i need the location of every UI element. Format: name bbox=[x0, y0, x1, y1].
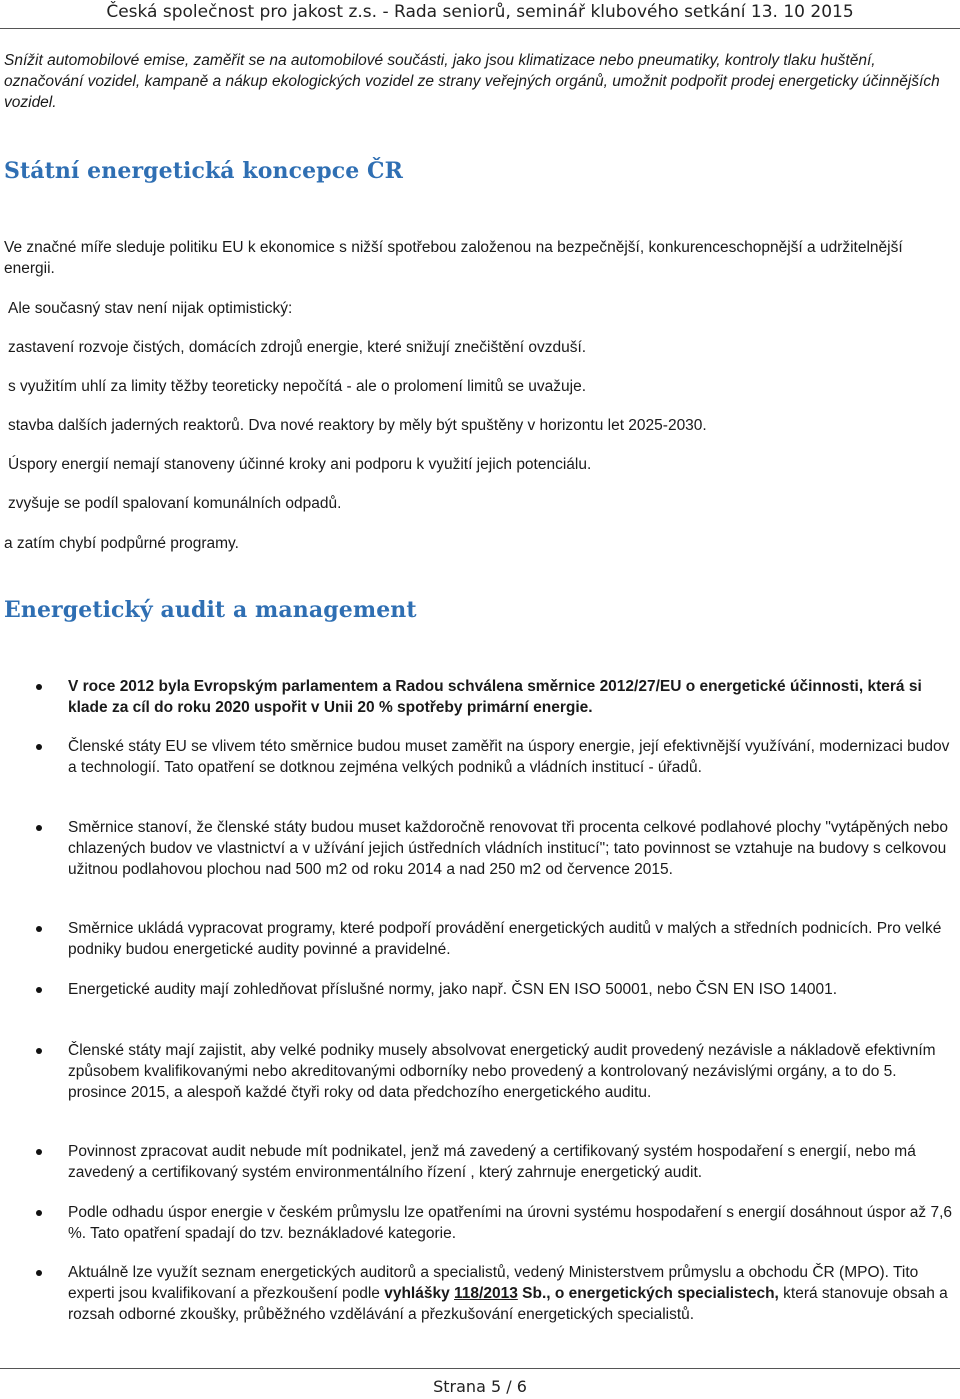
page-number: Strana 5 / 6 bbox=[433, 1377, 527, 1396]
bullet-icon bbox=[36, 1149, 42, 1155]
bullet-item-standards: Energetické audity mají zohledňovat příslušné normy, jako např. ČSN EN ISO 50001, nebo ČSN EN ISO 14001. bbox=[68, 981, 838, 998]
list-item: zvyšuje se podíl spalovaní komunálních odpadů. bbox=[8, 495, 342, 512]
footer-divider bbox=[0, 1368, 960, 1369]
bullet-text-part: Aktuálně lze využít seznam energetických auditorů a specialistů, vedený Ministerstvem průmyslu a obchodu ČR (MPO). Tito experti jsou kvalifikovaní a přezkoušení podle bbox=[68, 1264, 919, 1302]
bullet-item-audit-obligation: Členské státy mají zajistit, aby velké podniky musely absolvovat energetický audit provedený nezávisle a nákladově efektivním způsobem kvalifikovanými nebo akreditovanými odborníky nebo provedený a kontrolovaný nezávislými orgány, a to do 5. prosince 2015, a alespoň každé čtyři roky od data předchozího energetického auditu. bbox=[68, 1042, 936, 1101]
bullet-icon bbox=[36, 684, 42, 690]
decree-label: vyhlášky bbox=[384, 1285, 455, 1302]
list-item: s využitím uhlí za limity těžby teoreticky nepočítá - ale o prolomení limitů se uvažuje. bbox=[8, 378, 587, 395]
section1-paragraph: Ve značné míře sleduje politiku EU k ekonomice s nižší spotřebou založenou na bezpečnější, konkurenceschopnější a udržitelnější energii. bbox=[4, 239, 903, 277]
section-heading-state-energy-policy: Státní energetická koncepce ČR bbox=[4, 158, 404, 184]
list-item: stavba dalších jaderných reaktorů. Dva nové reaktory by měly být spuštěny v horizontu let 2025-2030. bbox=[8, 417, 707, 434]
bullet-item-programs: Směrnice ukládá vypracovat programy, které podpoří provádění energetických auditů v malých a středních podnicích. Pro velké podniky budou energetické audity povinné a pravidelné. bbox=[68, 920, 942, 958]
section1-intro-line: Ale současný stav není nijak optimistický: bbox=[8, 300, 293, 317]
header-divider bbox=[0, 28, 960, 29]
page-header: Česká společnost pro jakost z.s. - Rada seniorů, seminář klubového setkání 13. 10 2015 bbox=[106, 2, 854, 22]
section-heading-energy-audit: Energetický audit a management bbox=[4, 597, 417, 623]
decree-number-link[interactable]: 118/2013 bbox=[454, 1285, 518, 1302]
bullet-icon bbox=[36, 1270, 42, 1276]
bullet-icon bbox=[36, 825, 42, 831]
bullet-item-exemption: Povinnost zpracovat audit nebude mít podnikatel, jenž má zavedený a certifikovaný systém hospodaření s energií, nebo má zavedený a certifikovaný systém environmentálního řízení , který zahrnuje energetický audit. bbox=[68, 1143, 916, 1181]
bullet-item-directive: V roce 2012 byla Evropským parlamentem a Radou schválena směrnice 2012/27/EU o energetické účinnosti, která si klade za cíl do roku 2020 uspořit v Unii 20 % spotřeby primární energie. bbox=[68, 678, 922, 716]
bullet-item-member-states: Členské státy EU se vlivem této směrnice budou muset zaměřit na úspory energie, její efektivnější využívání, modernizaci budov a technologií. Tato opatření se dotknou zejména velkých podniků a vládních institucí - úřadů. bbox=[68, 738, 950, 776]
list-item: a zatím chybí podpůrné programy. bbox=[4, 535, 239, 552]
intro-paragraph: Snížit automobilové emise, zaměřit se na automobilové součásti, jako jsou klimatizace nebo pneumatiky, kontroly tlaku huštění, označování vozidel, kampaně a nákup ekologických vozidel ze strany veřejných orgánů, umožnit podpořit prodej energeticky účinnějších vozidel. bbox=[4, 52, 940, 111]
bullet-icon bbox=[36, 1048, 42, 1054]
bullet-icon bbox=[36, 744, 42, 750]
list-item: Úspory energií nemají stanoveny účinné kroky ani podporu k využití jejich potenciálu. bbox=[8, 456, 592, 473]
bullet-icon bbox=[36, 987, 42, 993]
list-item: zastavení rozvoje čistých, domácích zdrojů energie, které snižují znečištění ovzduší. bbox=[8, 339, 587, 356]
bullet-item-renovation: Směrnice stanoví, že členské státy budou muset každoročně renovovat tři procenta celkové podlahové plochy "vytápěných nebo chlazených budov ve vlastnictví a v užívání jejich ústředních vládních institucí"; tato povinnost se vztahuje na budovy s celkovou užitnou podlahovou plochou nad 500 m2 od roku 2014 a nad 250 m2 od července 2015. bbox=[68, 819, 949, 878]
bullet-text-part: která stanovuje obsah a rozsah odborné zkoušky, průběžného vzdělávání a přezkušování energetických specialistů. bbox=[68, 1285, 948, 1323]
bullet-item-auditor-list bbox=[68, 1262, 952, 1325]
bullet-icon bbox=[36, 926, 42, 932]
bullet-icon bbox=[36, 1210, 42, 1216]
bullet-item-savings-estimate: Podle odhadu úspor energie v českém průmyslu lze opatřeními na úrovni systému hospodaření s energií dosáhnout úspor až 7,6 %. Tato opatření spadají do tzv. beznákladové kategorie. bbox=[68, 1204, 953, 1242]
decree-title: Sb., o energetických specialistech, bbox=[517, 1285, 779, 1302]
